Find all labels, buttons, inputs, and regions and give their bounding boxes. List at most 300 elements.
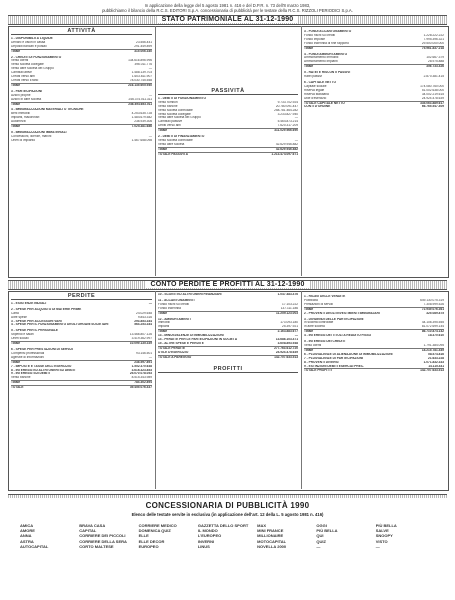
attivita-row-label: Denaro e valori in cassa [11, 40, 46, 44]
publication-name: CAPITAL [79, 528, 97, 534]
perdite2-row [158, 355, 298, 360]
perdite-column [11, 293, 152, 390]
profitti-row-label: 7 - PLUSVALENZE DI PARTECIPAZIONI [304, 356, 364, 360]
passivita-row-label: Verso società collegate [158, 112, 191, 116]
passivita-row [158, 143, 298, 147]
publication-name: AMICA [20, 523, 34, 528]
passivita-row-value: 7.620.317.209 [277, 124, 298, 128]
perdite-title: PERDITE [11, 295, 152, 300]
publication-name: ASTRA [20, 538, 34, 544]
perdite2-row-value: 1.047.483.476 [277, 293, 298, 296]
netto-row [304, 60, 444, 64]
attivita-row-label: Crediti verso Erario [11, 78, 39, 82]
perdite-row-value: 10.099.135.339 [129, 341, 152, 346]
passivita-row-value: 42.629.946.882 [275, 146, 298, 151]
attivita-row-label: Verso clienti [11, 59, 29, 63]
publication-name: PIÙ BELLA [375, 523, 397, 528]
publication-name: PIÙ BELLA [316, 528, 338, 534]
profitti-row-label: In altre società [304, 325, 325, 329]
publication-name: LINUS [197, 543, 210, 549]
perdite-row-value: 13.468.807.126 [129, 333, 152, 337]
attivita-row-label: Concessioni, licenze, marchi [11, 134, 52, 138]
profitti-row [304, 365, 444, 369]
attivita-row [11, 45, 152, 49]
perdite2-row-value: 24.924.478.639 [275, 350, 298, 354]
attivita-row-label: Totale [11, 83, 21, 87]
perdite-row-label: 4 - SPESE PER IL FUNZIONAMENTO DEGLI ORGANI SOCIETARI [11, 323, 109, 327]
attivita-row-label: Totale [11, 49, 21, 53]
passivita-row [158, 152, 298, 157]
attivita-row-label: Oneri di impianto [11, 138, 36, 142]
profitti-row-label: Totale [304, 330, 314, 334]
perdite2-row-label: Totale [158, 330, 168, 334]
publication-name: CORTO MALTESE [79, 543, 114, 549]
publication-name: NOVELLA 2000 [257, 543, 287, 549]
stato-title: STATO PATRIMONIALE AL 31-12-1990 [158, 16, 298, 23]
profitti-row-value: 58.574.816 [428, 352, 444, 356]
attivita-row-label: Crediti verso altri [11, 75, 35, 79]
profitti-row [304, 344, 444, 348]
perdite-row-label: Oneri sociali [11, 337, 29, 341]
profitti-row-label: 5 - INTERESSI DEI CREDITI [304, 340, 346, 344]
passivita-row-label: Verso altre società del Gruppo [158, 116, 201, 120]
attivita-row-label: Azioni proprie [11, 93, 31, 97]
perdite2-row-label: 11 - ACCANTONAMENTI [158, 298, 195, 302]
netto-row-value: 174.080.760.000 [420, 84, 444, 88]
passivita-row-label: 2 - DEBITI DI FINANZIAMENTO [158, 135, 205, 139]
attivita-row-value: 396.011.776 [134, 63, 152, 67]
netto-row [304, 42, 444, 46]
perdite2-column [158, 293, 298, 375]
publication-name: QUIZ [316, 538, 326, 544]
profitti-row-label: Pubblicità [304, 298, 318, 302]
conto-band [8, 280, 447, 290]
profitti-row-label: Totale [304, 307, 314, 311]
conto-title: CONTO PERDITE E PROFITTI AL 31-12-1990 [146, 281, 308, 288]
profitti-row-value: 1.791.384.095 [423, 343, 444, 347]
passivita-row-label: Verso altre società [158, 142, 185, 146]
passivita-row-label: Verso banche [158, 104, 178, 108]
profitti-row-value: 86.710.874.142 [421, 329, 444, 334]
perdite2-row-value: 25.397.921 [282, 325, 298, 329]
attivita-row-value: — [148, 134, 152, 138]
perdite2-row [158, 351, 298, 355]
profitti-row-label: 1 - RICAVI DELLE VENDITE [304, 295, 346, 298]
perdite-row-label: 7 - IMPOSTE E TASSE DELL'ESERCIZIO [11, 364, 72, 368]
concessionaria-title: CONCESSIONARIA DI PUBBLICITÀ 1990 [145, 501, 310, 510]
attivita-row-label: Verso altre società del Gruppo [11, 67, 54, 71]
netto-row-label: Fondo rischi su crediti [304, 33, 336, 37]
publication-name: MINI FRANCE [257, 528, 284, 534]
attivita-row-value: 23.556.441 [136, 40, 152, 44]
profitti-row-value: 44.108.395.555 [421, 321, 444, 325]
netto-row-value: 7.995.396.321 [423, 37, 444, 41]
perdite2-row [158, 342, 298, 346]
publication-name: — [316, 543, 321, 549]
publication-name: ELLE DECOR [138, 538, 165, 544]
perdite2-row [158, 307, 298, 311]
passivita-row-label: Verso società controllate [158, 108, 193, 112]
profitti-column [304, 293, 444, 373]
profitti-row-value: 18.215.781.449 [421, 347, 444, 352]
attivita-row-value: 291.449.899 [134, 44, 152, 48]
perdite-row [11, 337, 152, 341]
publication-name: QUI [316, 533, 324, 539]
attivita-row [11, 124, 152, 129]
attivita-row [11, 139, 152, 143]
passivita-row [158, 128, 298, 133]
publication-name: MOTOCAPITAL [257, 538, 287, 544]
netto-row-value: 102.667.379 [426, 56, 444, 60]
netto-rows [304, 30, 444, 109]
profitti-row [304, 312, 444, 316]
attivita-row-label: Cambiali attive [11, 71, 32, 75]
netto-row [304, 75, 444, 79]
netto-row-value: 51.002.638.000 [421, 88, 444, 92]
passivita-column [158, 28, 298, 157]
netto-row-value: 24.924.478.639 [421, 96, 444, 100]
netto-row-label: Ratei passivi [304, 75, 323, 79]
netto-row-label: 6 - CAPITALE NETTO [304, 80, 336, 84]
perdite2-row [158, 293, 298, 297]
netto-row-label: TOTALE CAPITALE NETTO [304, 101, 345, 105]
passivita-row-label: Totale [158, 129, 168, 133]
attivita-row [11, 83, 152, 88]
perdite-row-value: 3.419.362.997 [131, 337, 152, 341]
attivita-row-value: 134.616.896.996 [128, 59, 152, 63]
perdite-row-value: 93.146.501 [136, 351, 152, 355]
attivita-row [11, 98, 152, 102]
publication-name: CORRIERE DELLA SERA [79, 538, 127, 544]
attivita-row-label: 3 - PARTECIPAZIONI [11, 89, 43, 93]
passivita-row-label: TOTALE PASSIVITÀ [158, 152, 188, 156]
perdite-row-label: Totale [11, 381, 21, 385]
netto-column [304, 28, 444, 109]
netto-row-label: Totale [304, 46, 314, 50]
netto-row [304, 97, 444, 101]
passivita-row-label: Debiti verso altri [158, 124, 181, 128]
attivita-row-label: 4 - IMMOBILIZZAZIONI MATERIALI O TECNICHE [11, 108, 84, 112]
perdite-row-label: 2 - SPESE PER ACQUISTO DI MATERIE PRIME [11, 307, 82, 311]
passivita-row-value: 9.733.702.924 [277, 100, 298, 104]
netto-row-value: 34.002.219.615 [421, 92, 444, 96]
attivita-row-label: Automezzi [11, 120, 26, 124]
attivita-row-value: 1.603.811.907 [131, 75, 152, 79]
profitti-row-value: 14.115.441 [428, 364, 444, 368]
attivita-row-label: 2 - CREDITI DI FUNZIONAMENTO [11, 55, 62, 59]
perdite2-row-label: TOTALE PERDITE [158, 346, 186, 350]
perdite-row-label: 9 - INTERESSI SUI DEBITI [11, 372, 50, 376]
profitti-row-label: Totale [304, 348, 314, 352]
perdite-row-value: 238.597.891 [134, 359, 152, 364]
perdite-row-value: — [148, 355, 152, 359]
attivita-row-label: Totale [11, 125, 21, 129]
perdite2-row-label: 12 - AMMORTAMENTI [158, 317, 191, 321]
perdite2-row [158, 311, 298, 316]
profitti-row-label: 9 - ESTINZIONI DEBITI ESERCIZI PREC. [304, 364, 365, 368]
publication-name: GAZZETTA DELLO SPORT [197, 523, 249, 528]
perdite2-rows [158, 293, 298, 360]
publication-name: EUROPEO [138, 543, 159, 549]
perdite-rows [11, 302, 152, 390]
attivita-row [11, 79, 152, 83]
profitti-row-label: Verso clienti [304, 343, 322, 347]
perdite2-row-label: 10 - SCONTI ED ALTRI ONERI FINANZIARI [158, 293, 222, 296]
perdite-row [11, 302, 152, 306]
profitti-row-value: 81.072.699.144 [421, 325, 444, 329]
perdite-row-value: 24.029.648 [136, 311, 152, 315]
attivita-row-value: 238.939.306 [134, 120, 152, 124]
perdite-row-label: Totale [11, 360, 21, 364]
concessionaria-subtitle: Elenco delle testate servite in esclusiva (in applicazione dell'art. 12 della L. 5 agosto 1981 n. 416) [131, 512, 324, 517]
attivita-row [11, 49, 152, 54]
perdite2-row-label: TOTALE A PAREGGIO [158, 355, 192, 359]
netto-row-label: CONTI D'ORDINE [304, 105, 331, 109]
publication-name: AMORE [20, 528, 35, 534]
netto-row [304, 46, 444, 51]
perdite2-row-label: Immobili [158, 321, 170, 325]
perdite-row [11, 380, 152, 385]
passivita-row-value: 258.781.464.282 [274, 108, 298, 112]
profitti-row [304, 325, 444, 329]
perdite2-row-value: 142.707.633.513 [274, 354, 298, 359]
netto-row-value: 28.975.888 [428, 60, 444, 64]
passivita-row-label: Cambiali passive [158, 120, 183, 124]
publication-name: ANNA [20, 533, 32, 539]
perdite-row-label: Totale [11, 342, 21, 346]
attivita-row-label: Totale [11, 102, 21, 106]
publication-list [20, 523, 435, 549]
passivita-row-value: — [294, 138, 298, 142]
perdite-row-value: 39.455.076.437 [129, 385, 152, 390]
perdite-row-label: Agenzie di informazioni [11, 355, 44, 359]
publication-name: DOMENICA QUIZ [138, 528, 171, 534]
passivita-row-label: Totale [158, 147, 168, 151]
attivita-row-value: 216.135.605.940 [128, 82, 152, 87]
publication-name: L'EUROPEO [197, 533, 222, 539]
stato-band [8, 15, 447, 25]
profitti-row [304, 368, 444, 373]
attivita-row-value: 1.484.679.582 [131, 116, 152, 120]
passivita-row-label: Verso società controllate [158, 138, 193, 142]
profitti-row-value: 649.130.075.319 [420, 298, 444, 302]
perdite2-row-value: 137.111.186 [280, 306, 298, 310]
perdite2-row-value: — [294, 334, 298, 338]
passivita-row-value: 5.464.873.214 [277, 120, 298, 124]
netto-row-value: 29.500.000.000 [421, 41, 444, 45]
publication-name: VISTO [375, 538, 388, 544]
publication-name: — [375, 543, 380, 549]
profitti-row-value: 1.071.832.333 [423, 360, 444, 364]
passivita-row-label: Verso fornitori [158, 100, 178, 104]
publication-name: CORRIERE MEDICO [138, 523, 177, 528]
publication-name: IL MONDO [197, 528, 218, 534]
attivita-row-value: 1.467.658.098 [131, 138, 152, 142]
passivita-row-value: 20.780.091.447 [275, 104, 298, 108]
profitti-row-value: 18.370.610 [428, 334, 444, 338]
attivita-row-label: 1 - DISPONIBILITÀ LIQUIDE [11, 36, 53, 40]
netto-row-label: 5 - RATEI E RISCONTI PASSIVI [304, 71, 351, 75]
netto-row-label: 3 - FONDI ACCANTONAMENTO [304, 30, 352, 33]
profitti-row [304, 334, 444, 338]
netto-row-label: Riserva statutaria [304, 92, 329, 96]
perdite-row [11, 385, 152, 390]
publication-name: MAX [257, 523, 267, 528]
passivita-row-value: 311.029.966.690 [274, 128, 298, 133]
perdite-row-label: 1 - ESISTENZE INIZIALI [11, 301, 47, 305]
attivita-row-label: Beni immobili [11, 112, 30, 116]
perdite2-row-value: 277.763.612.720 [274, 345, 298, 350]
publication-name: SALVE [375, 528, 389, 534]
netto-row-value: 66.765.547.409 [421, 105, 444, 109]
passivita-row [158, 124, 298, 128]
attivita-row-label: Depositi bancari e postali [11, 44, 47, 48]
profitti-row-label: 2 - PROVENTI DEGLI INVESTIMENTI IMMOBILIARI [304, 311, 380, 315]
profitti-title: PROFITTI [158, 368, 298, 373]
attivita-title: ATTIVITÀ [11, 30, 152, 35]
perdite2-row-value: 13.688.103.471 [275, 338, 298, 342]
attivita-row-label: Azioni in altre società [11, 97, 42, 101]
perdite-row-label: 8 - INTERESSI ED ALTRI ONERI SU DEBITI [11, 368, 76, 372]
netto-row-label: Capitale sociale [304, 84, 327, 88]
netto-row-label: Utile d'esercizio [304, 96, 327, 100]
header-line-2: pubblichiamo il bilancio della R.C.S. EDITORI S.p.A. concessionaria di pubblicità per le testate della R.C.S. RIZZOLI PERIODICI S.p.A. [102, 8, 353, 13]
profitti-rows [304, 295, 444, 373]
attivita-row [11, 102, 152, 107]
perdite-row-label: Altre spese [11, 315, 27, 319]
attivita-row [11, 120, 152, 124]
netto-row-value: 335.063.889.617 [420, 100, 444, 105]
profitti-row-label: 6 - PLUSVALENZE DI ALIENAZIONE DI IMMOBILIZZAZIONI [304, 352, 393, 356]
perdite2-row-label: Fondo indennità [158, 306, 181, 310]
perdite-row-value: 9.843.316 [137, 315, 152, 319]
attivita-row-value: 246.494.653.011 [128, 101, 152, 106]
publication-name: BRAVA CASA [79, 523, 106, 528]
perdite-row-label: Stipendi e salari [11, 333, 34, 337]
perdite-row-label: TOTALE [11, 386, 24, 390]
passivita-rows [158, 97, 298, 157]
profitti-row-label: 3 - DIVIDENDI DELLE PARTECIPAZIONI [304, 317, 364, 321]
perdite-row [11, 323, 152, 327]
attivita-row-value: 4.253.635.728 [131, 112, 152, 116]
perdite2-row-label: 13 - MINUSVALENZE DI IMMOBILIZZAZIONI [158, 334, 224, 338]
netto-row-label: Fondo imposte [304, 37, 326, 41]
publication-name: AUTOCAPITAL [20, 543, 49, 549]
profitti-row-value: 325.089.875 [426, 311, 444, 315]
attivita-row-label: 5 - IMMOBILIZZAZIONI IMMATERIALI [11, 130, 67, 134]
perdite-row [11, 341, 152, 346]
profitti-row-value: 7.308.999.526 [423, 302, 444, 306]
publication-name: OGGI [316, 523, 327, 528]
perdite2-row-value: 17.103.222 [282, 302, 298, 306]
perdite2-row-value: 2.163.883.677 [277, 329, 298, 334]
perdite-row-value: 564.253.344 [134, 323, 152, 327]
perdite2-row-label: UTILE D'ESERCIZIO [158, 350, 189, 354]
passivita-row-value: 1.213.474.097.671 [271, 151, 298, 156]
perdite2-row-value: 11.259.123.003 [276, 310, 298, 315]
netto-row-label: Ammortamento immobili [304, 56, 339, 60]
passivita-title: PASSIVITÀ [158, 90, 298, 95]
perdite-row-value: — [148, 301, 152, 305]
header [0, 0, 455, 13]
profitti-row-label: In società controllate [304, 321, 334, 325]
publication-name: SNOOPY [375, 533, 393, 539]
netto-row-value: 1.228.222.222 [423, 33, 444, 37]
netto-row-label: Ammortamento impianti [304, 60, 338, 64]
netto-row-label: 4 - FONDI AMMORTAMENTO [304, 52, 348, 56]
perdite2-row-label: Totale [158, 311, 168, 315]
attivita-row-value: — [148, 93, 152, 97]
attivita-row-value: 246.374.011.311 [128, 97, 152, 101]
header-line-1: In applicazione della legge del 5 agosto 1981 n. 416 e del D.P.R. n. 73 dell'8 marzo 1983, [144, 3, 311, 8]
profitti-row-value: 72.949.076.361 [421, 306, 444, 311]
passivita-row-value: 42.629.946.882 [275, 142, 298, 146]
netto-row-label: Fondo indennità di fine rapporto [304, 41, 350, 45]
attivita-row-value: 7.025.381.686 [131, 124, 152, 129]
perdite-row-label: Carta [11, 311, 19, 315]
perdite-row [11, 376, 152, 380]
netto-row-value: 2.870.381.415 [423, 75, 444, 79]
perdite-row-value: 784.302.894 [134, 380, 152, 385]
perdite2-row [158, 325, 298, 329]
profitti-row-label: TOTALE PROFITTI [304, 369, 332, 373]
netto-row-label: Totale [304, 65, 314, 69]
perdite-row-value: 25.070.078.053 [129, 372, 152, 376]
perdite2-row-value: 3.608.893.938 [277, 341, 298, 345]
perdite2-row-value: 173.093.180 [280, 321, 298, 325]
perdite-row-value: 3.616.323.853 [131, 368, 152, 372]
attivita-column [11, 28, 152, 143]
profitti-row-label: Prestazioni di servizi [304, 302, 334, 306]
perdite-row-value: 293.853.344 [134, 319, 152, 323]
perdite-row-label: 3 - SPESE PER ACCESSORI VARI [11, 319, 62, 323]
perdite2-row-label: 15 - ALTRE SPESE E PERDITE [158, 341, 204, 345]
attivita-row-label: Impianti, macchinari [11, 116, 40, 120]
netto-row [304, 64, 444, 69]
attivita-row-value: 1.488.139.703 [131, 71, 152, 75]
netto-row-label: Riserva legale [304, 88, 325, 92]
perdite-row-label: 5 - SPESE PER IL PERSONALE [11, 329, 59, 333]
publication-name: ELLE [138, 533, 149, 539]
profitti-row-label: 8 - PROVENTI DIVERSI [304, 360, 339, 364]
publication-name: CORRIERE DEI PICCOLI [79, 533, 126, 539]
passivita-row [158, 147, 298, 152]
perdite-row-label: Compensi professionali [11, 351, 45, 355]
perdite2-row-label: Impianti [158, 325, 170, 329]
perdite2-row-label: Fondo rischi su crediti [158, 302, 190, 306]
attivita-row-label: Verso società collegate [11, 63, 44, 67]
netto-row [304, 105, 444, 109]
netto-row-value: 356.733.426 [426, 64, 444, 69]
attivita-row-value: 315.006.340 [134, 48, 152, 53]
profitti-row [304, 303, 444, 307]
perdite-row-value: 1.552.370.638 [131, 364, 152, 368]
perdite-row-label: 6 - SPESE PER PRESTAZIONI DI SERVIZI [11, 347, 74, 351]
perdite-row-value: 8.515.343.989 [131, 376, 152, 380]
perdite-row [11, 356, 152, 360]
perdite2-row-label: 14 - PERDITE PER LE PARTECIPAZIONI IN SOCIETÀ [158, 338, 238, 342]
passivita-row-value: 3.233.827.940 [277, 112, 298, 116]
attivita-rows [11, 37, 152, 143]
profitti-row-label: 4 - INTERESSI DEI TITOLI A REDDITO FISSO [304, 334, 372, 338]
publication-name: MILLIONAIRE [257, 533, 284, 539]
attivita-row-value: — [148, 67, 152, 71]
publication-name: INVERNI [197, 538, 215, 544]
passivita-row-label: 1 - DEBITI DI FUNZIONAMENTO [158, 96, 206, 100]
attivita-row-value: 78.030.745.558 [129, 78, 152, 82]
profitti-row-value: 21.633.228 [428, 356, 444, 360]
perdite-row-label: Verso banche [11, 376, 31, 380]
